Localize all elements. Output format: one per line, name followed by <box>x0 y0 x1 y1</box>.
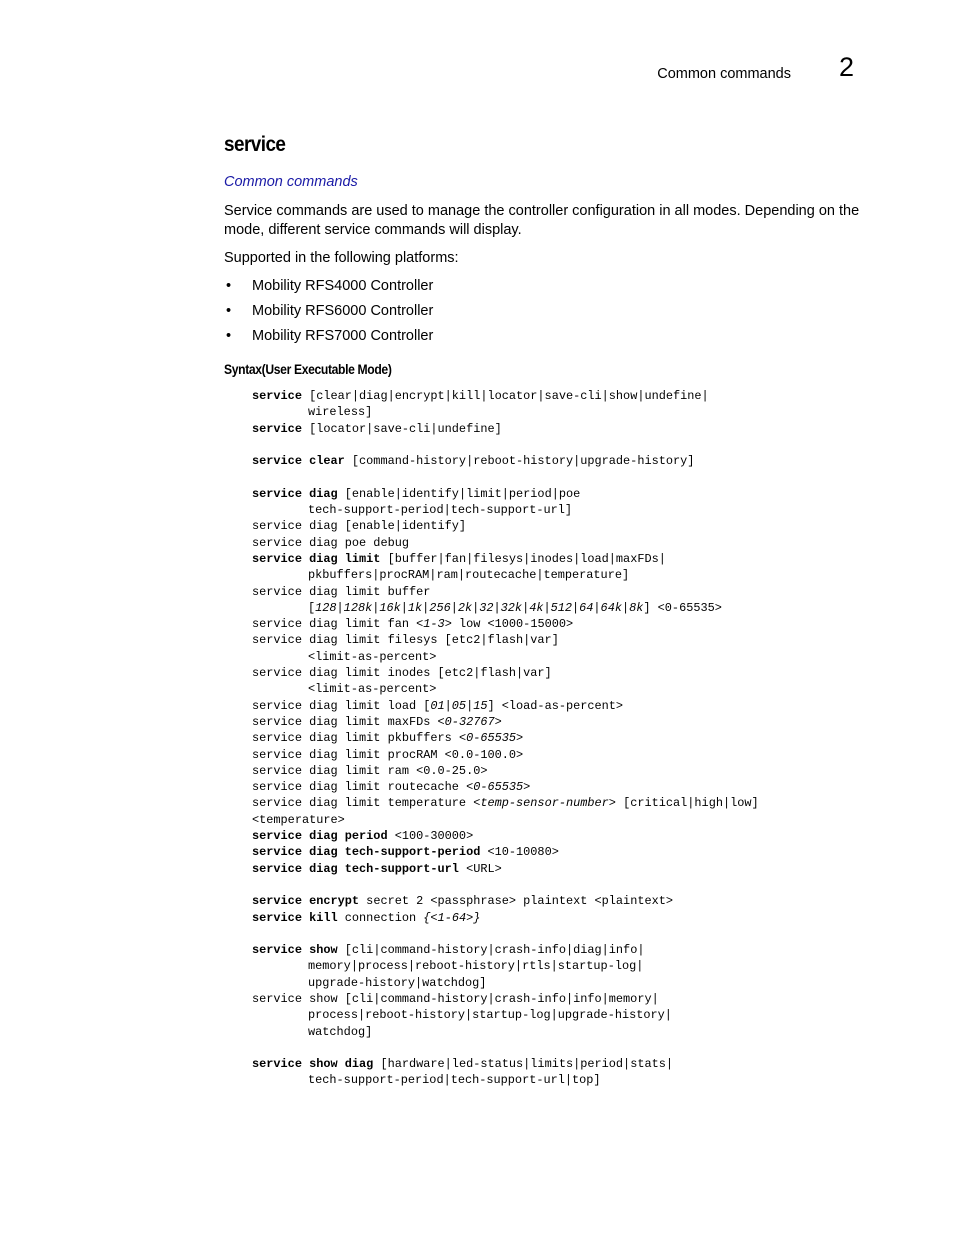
code-args: service diag limit inodes [etc2|flash|var] <box>252 666 552 681</box>
code-args: service diag limit buffer <box>252 584 431 599</box>
list-item <box>224 302 433 327</box>
code-args: secret 2 <passphrase> plaintext <plaintext> <box>359 894 674 909</box>
code-args: wireless] <box>308 405 373 420</box>
platforms-intro: Supported in the following platforms: <box>224 250 459 266</box>
code-args: [cli|command-history|crash-info|diag|info| <box>337 943 645 958</box>
code-variable: {<1-64>} <box>423 910 481 925</box>
platform-label: Mobility RFS7000 Controller <box>252 328 434 344</box>
code-args: <URL> <box>458 861 502 876</box>
code-line <box>252 893 759 909</box>
code-args: service show [cli|command-history|crash-info|info|memory| <box>252 991 659 1006</box>
code-args: ] <load-as-percent> <box>487 698 624 713</box>
code-keyword: service diag period <box>252 829 388 844</box>
code-line <box>252 1024 759 1040</box>
description-paragraph: Service commands are used to manage the controller configuration in all modes. Depending on the mode, different service commands will display. <box>224 203 860 238</box>
code-blank-line <box>252 469 759 485</box>
code-line <box>252 958 759 974</box>
code-line <box>252 502 759 518</box>
code-line <box>252 1007 759 1023</box>
code-line <box>252 584 759 600</box>
code-line <box>252 861 759 877</box>
code-args: service diag [enable|identify] <box>252 519 467 534</box>
page-header-chapter-number: 2 <box>839 52 855 82</box>
code-args: service diag limit routecache <box>252 780 467 795</box>
code-line <box>252 763 759 779</box>
code-args: [command-history|reboot-history|upgrade-history] <box>344 454 695 469</box>
code-args: > [critical|high|low] <box>608 796 759 811</box>
code-line <box>252 795 759 811</box>
code-line <box>252 910 759 926</box>
code-line <box>252 730 759 746</box>
code-line <box>252 665 759 681</box>
code-line <box>252 567 759 583</box>
code-args: service diag limit pkbuffers <box>252 731 459 746</box>
code-line <box>252 649 759 665</box>
code-variable: temp-sensor-number <box>480 796 609 811</box>
bullet-icon: • <box>226 278 232 294</box>
code-args: connection <box>337 910 424 925</box>
code-keyword: service diag limit <box>252 551 381 566</box>
code-args: upgrade-history|watchdog] <box>308 975 487 990</box>
code-variable: 1-3 <box>423 617 445 632</box>
code-keyword: service <box>252 389 302 403</box>
code-args: tech-support-period|tech-support-url] <box>308 503 573 518</box>
code-line <box>252 812 759 828</box>
code-args: <100-30000> <box>387 829 474 844</box>
code-args: watchdog] <box>308 1024 373 1039</box>
code-blank-line <box>252 877 759 893</box>
code-line <box>252 551 759 567</box>
code-keyword: service show diag <box>252 1057 374 1072</box>
code-line <box>252 844 759 860</box>
code-args: [locator|save-cli|undefine] <box>301 421 502 436</box>
code-variable: <0-32767> <box>437 714 502 729</box>
code-args: [buffer|fan|filesys|inodes|load|maxFDs| <box>380 551 666 566</box>
code-args: memory|process|reboot-history|rtls|startup-log| <box>308 959 644 974</box>
code-args: <limit-as-percent> <box>308 682 437 697</box>
code-line <box>252 404 759 420</box>
code-line <box>252 942 759 958</box>
code-keyword: service show <box>252 943 338 958</box>
list-item <box>224 327 433 352</box>
syntax-heading: Syntax(User Executable Mode) <box>224 362 392 377</box>
common-commands-link[interactable]: Common commands <box>224 174 358 190</box>
platform-label: Mobility RFS4000 Controller <box>252 278 434 294</box>
code-args: [clear|diag|encrypt|kill|locator|save-cli|show|undefine| <box>301 389 709 403</box>
code-args: <temperature> <box>252 812 345 827</box>
bullet-icon: • <box>226 328 232 344</box>
code-line <box>252 828 759 844</box>
code-args: service diag limit procRAM <0.0-100.0> <box>252 747 524 762</box>
code-variable: 128|128k|16k|1k|256|2k|32|32k|4k|512|64|64k|8k <box>315 600 644 615</box>
syntax-code-block <box>252 388 759 1089</box>
section-title: service <box>224 133 286 156</box>
code-args: service diag limit filesys [etc2|flash|var] <box>252 633 559 648</box>
platform-list <box>224 277 433 352</box>
code-line <box>252 600 759 616</box>
code-variable: <0-65535> <box>458 731 524 746</box>
code-args: service diag poe debug <box>252 535 409 550</box>
code-keyword: service clear <box>252 454 345 469</box>
code-args: service diag limit ram <0.0-25.0> <box>252 763 488 778</box>
code-line <box>252 616 759 632</box>
page-header-chapter-title: Common commands <box>657 66 791 82</box>
code-args: ] <0-65535> <box>643 600 722 615</box>
code-line <box>252 518 759 534</box>
code-args: > low <1000-15000> <box>444 617 574 632</box>
code-keyword: service encrypt <box>252 894 360 909</box>
code-line <box>252 1072 759 1088</box>
code-line <box>252 632 759 648</box>
code-args: process|reboot-history|startup-log|upgrade-history| <box>308 1008 672 1023</box>
code-line <box>252 453 759 469</box>
code-blank-line <box>252 1040 759 1056</box>
code-args: [enable|identify|limit|period|poe <box>337 486 581 501</box>
code-line <box>252 1056 759 1072</box>
code-line <box>252 779 759 795</box>
code-keyword: service diag <box>252 486 338 501</box>
code-blank-line <box>252 926 759 942</box>
code-line <box>252 486 759 502</box>
code-args: pkbuffers|procRAM|ram|routecache|temperature] <box>308 568 630 583</box>
code-variable: 01|05|15 <box>430 698 488 713</box>
code-args: [ <box>308 600 316 615</box>
code-line <box>252 681 759 697</box>
code-line <box>252 535 759 551</box>
code-line <box>252 975 759 991</box>
list-item <box>224 277 433 302</box>
code-line <box>252 388 759 404</box>
code-args: service diag limit fan < <box>252 617 424 632</box>
code-blank-line <box>252 437 759 453</box>
code-line <box>252 991 759 1007</box>
code-line <box>252 714 759 730</box>
code-keyword: service kill <box>252 910 338 925</box>
code-line <box>252 421 759 437</box>
code-args: service diag limit load [ <box>252 698 431 713</box>
code-line <box>252 747 759 763</box>
code-variable: <0-65535> <box>466 780 531 795</box>
code-args: service diag limit temperature < <box>252 796 481 811</box>
code-args: tech-support-period|tech-support-url|top] <box>308 1073 601 1088</box>
code-line <box>252 698 759 714</box>
code-args: [hardware|led-status|limits|period|stats| <box>373 1057 674 1072</box>
code-args: <limit-as-percent> <box>308 649 437 664</box>
code-args: service diag limit maxFDs <box>252 714 438 729</box>
platform-label: Mobility RFS6000 Controller <box>252 303 434 319</box>
code-args: <10-10080> <box>480 845 559 860</box>
code-keyword: service diag tech-support-url <box>252 861 459 876</box>
code-keyword: service <box>252 421 302 436</box>
code-keyword: service diag tech-support-period <box>252 845 481 860</box>
bullet-icon: • <box>226 303 232 319</box>
